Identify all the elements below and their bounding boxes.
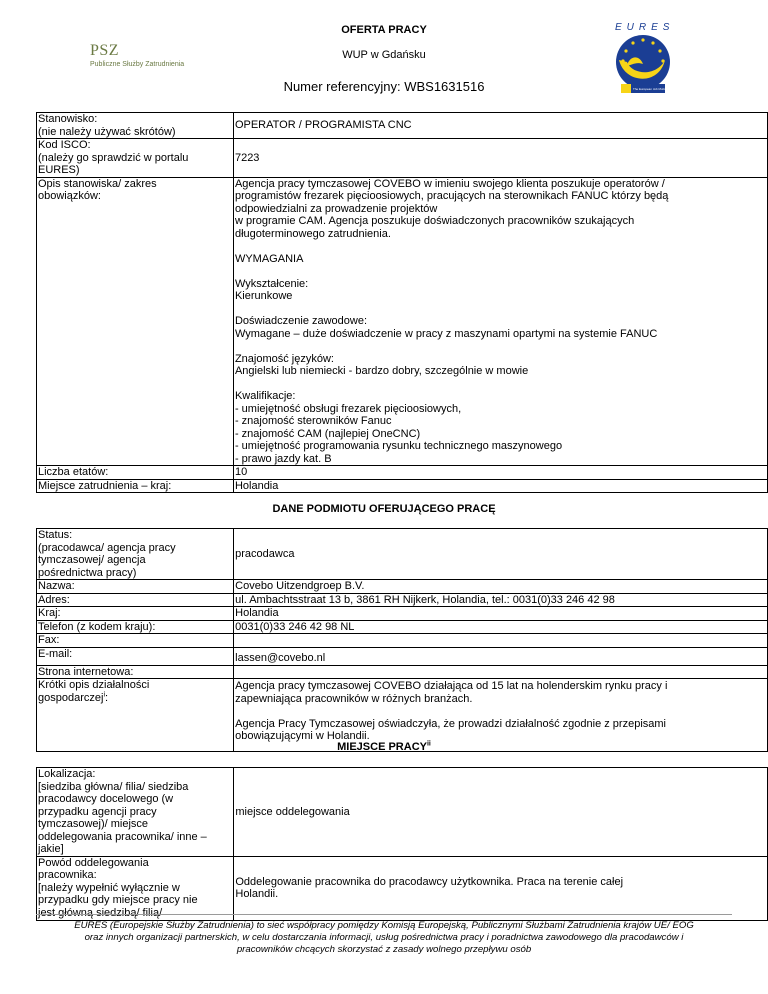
- status-label-cell: [37, 529, 234, 580]
- position-note: (nie należy używać skrótów): [38, 125, 176, 138]
- footer-line: pracowników chcących skorzystać z zasady wolnego przepływu osób: [236, 944, 532, 955]
- location-label-line: [siedziba główna/ filia/ siedziba: [38, 780, 189, 793]
- employer-country-label: Kraj:: [37, 607, 234, 621]
- email-row: [37, 647, 768, 665]
- activity-label-1: Krótki opis działalności: [38, 679, 150, 691]
- education-label: Wykształcenie:: [234, 277, 309, 290]
- duties-description: [233, 177, 767, 466]
- activity-line: Agencja pracy tymczasowej COVEBO działająca od 15 lat na holenderskim rynku pracy i: [235, 680, 668, 692]
- address-row: [37, 593, 768, 607]
- duties-label-cell: [37, 177, 234, 466]
- employer-table: [36, 528, 768, 752]
- experience-label: Doświadczenie zawodowe:: [234, 315, 368, 327]
- position-label: Stanowisko:: [38, 113, 98, 125]
- qualification-item: - umiejętność obsługi frezarek pięcioosiowych,: [234, 402, 462, 415]
- work-country-value: Holandia: [233, 479, 767, 493]
- workplace-table: [36, 767, 768, 921]
- duties-line: odpowiedzialni za prowadzenie projektów: [234, 202, 438, 215]
- reason-label-line: pracownika:: [38, 869, 97, 881]
- phone-label: Telefon (z kodem kraju):: [37, 620, 234, 634]
- address-value: ul. Ambachtsstraat 13 b, 3861 RH Nijkerk, Holandia, tel.: 0031(0)33 246 42 98: [234, 593, 768, 607]
- footer-line: EURES (Europejskie Służby Zatrudnienia) to sieć współpracy pomiędzy Komisją Europejską, Publicznymi Służbami Zatrudnienia krajów UE/ EOG: [74, 920, 694, 931]
- position-row: [37, 113, 768, 139]
- location-label-line: tymczasowej)/ miejsce: [38, 818, 149, 830]
- fax-value: [234, 634, 768, 648]
- reason-label-line: jest główną siedzibą/ filią/: [38, 906, 163, 919]
- website-row: [37, 665, 768, 679]
- activity-line: zapewniająca pracowników w różnych branżach.: [235, 692, 473, 705]
- duties-line: długoterminowego zatrudnienia.: [234, 227, 391, 240]
- activity-label-2: [38, 692, 232, 705]
- qualification-item: - umiejętność programowania rysunku technicznego maszynowego: [234, 440, 563, 452]
- employer-section-title: DANE PODMIOTU OFERUJĄCEGO PRACĘ: [272, 503, 496, 515]
- requirements-heading: WYMAGANIA: [234, 252, 304, 265]
- footer-line: oraz innych organizacji partnerskich, w celu dostarczania informacji, usług pośrednictwa pracy i poradnictwa zawodowego dla pracodawców i: [84, 932, 684, 943]
- footer-divider: [36, 914, 732, 915]
- footer-note: [48, 920, 720, 956]
- document-title: OFERTA PRACY: [341, 24, 427, 36]
- reason-value: [234, 856, 768, 920]
- activity-label-text: gospodarczej: [38, 691, 104, 704]
- qualifications-label: Kwalifikacje:: [234, 390, 296, 402]
- website-label: Strona internetowa:: [37, 665, 234, 679]
- status-label-line: Status:: [38, 529, 73, 541]
- qualification-item: - znajomość sterowników Fanuc: [234, 415, 392, 427]
- declaration-line: Agencja Pracy Tymczasowej oświadczyła, że prowadzi działalność zgodnie z przepisami: [235, 717, 666, 730]
- languages-value: Angielski lub niemiecki - bardzo dobry, szczególnie w mowie: [234, 365, 529, 377]
- status-value: pracodawca: [234, 529, 768, 580]
- fax-label: Fax:: [37, 634, 234, 648]
- address-label: Adres:: [37, 593, 234, 607]
- svg-text:EURES: EURES: [615, 22, 675, 33]
- location-label-line: oddelegowania pracownika/ inne – jakie]: [38, 830, 207, 855]
- psz-logo-text: PSZ: [90, 42, 120, 59]
- location-label-line: przypadku agencji pracy: [38, 805, 157, 818]
- duties-label-1: Opis stanowiska/ zakres: [38, 177, 157, 190]
- duties-line: w programie CAM. Agencja poszukuje doświadczonych pracowników szukających: [234, 215, 635, 227]
- status-label-line: pośrednictwa pracy): [38, 566, 137, 579]
- location-label-line: Lokalizacja:: [38, 768, 96, 780]
- reason-label-line: Powód oddelegowania: [38, 856, 149, 869]
- isco-label: Kod ISCO:: [38, 139, 91, 151]
- reason-label-line: [należy wypełnić wyłącznie w: [38, 881, 180, 894]
- footnote-marker-ii: ii: [426, 740, 431, 748]
- positions-count-value: 10: [233, 466, 767, 480]
- name-value: Covebo Uitzendgroep B.V.: [234, 580, 768, 594]
- website-value: [234, 665, 768, 679]
- reason-label-line: przypadku gdy miejsce pracy nie: [38, 894, 198, 906]
- status-label-line: (pracodawca/ agencja pracy: [38, 541, 176, 554]
- office-name: WUP w Gdańsku: [342, 49, 426, 61]
- duties-row: [37, 177, 768, 466]
- position-label-cell: [37, 113, 234, 139]
- location-label-line: pracodawcy docelowego (w: [38, 793, 174, 805]
- reason-label-cell: [37, 856, 234, 920]
- name-row: [37, 580, 768, 594]
- status-label-line: tymczasowej/ agencja: [38, 554, 146, 566]
- email-label: E-mail:: [37, 647, 234, 665]
- work-country-row: [37, 479, 768, 493]
- eures-tagline: The European Job Mobility Portal: [633, 87, 678, 91]
- duties-line: programistów frezarek pięcioosiowych, pracujących na sterownikach FANUC którzy będą: [234, 190, 669, 202]
- isco-row: [37, 139, 768, 178]
- phone-value: 0031(0)33 246 42 98 NL: [234, 620, 768, 634]
- phone-row: [37, 620, 768, 634]
- workplace-section-text: MIEJSCE PRACY: [337, 741, 427, 753]
- psz-logo: [90, 42, 190, 72]
- footnote-marker-i: i: [103, 690, 105, 698]
- activity-label-colon: :: [105, 691, 109, 704]
- isco-note-2: EURES): [38, 164, 80, 176]
- location-value: miejsce oddelegowania: [234, 768, 768, 857]
- psz-logo-subtitle: Publiczne Służby Zatrudnienia: [90, 61, 185, 68]
- duties-label-2: obowiązków:: [38, 190, 101, 202]
- education-value: Kierunkowe: [234, 290, 293, 302]
- position-value: OPERATOR / PROGRAMISTA CNC: [233, 113, 767, 139]
- email-value: lassen@covebo.nl: [234, 647, 768, 665]
- isco-label-cell: [37, 139, 234, 178]
- reason-row: [37, 856, 768, 920]
- employer-country-row: [37, 607, 768, 621]
- positions-count-label: Liczba etatów:: [37, 466, 234, 480]
- name-label: Nazwa:: [37, 580, 234, 594]
- employer-country-value: Holandia: [234, 607, 768, 621]
- reference-number: Numer referencyjny: WBS1631516: [283, 79, 485, 94]
- reason-line: Oddelegowanie pracownika do pracodawcy użytkownika. Praca na terenie całej: [235, 875, 624, 888]
- isco-value: 7223: [233, 139, 767, 178]
- location-label-cell: [37, 768, 234, 857]
- reason-line: Holandii.: [235, 888, 279, 900]
- job-offer-table: [36, 112, 768, 493]
- qualification-item: - prawo jazdy kat. B: [234, 452, 332, 465]
- positions-count-row: [37, 466, 768, 480]
- work-country-label: Miejsce zatrudnienia – kraj:: [37, 479, 234, 493]
- experience-value: Wymagane – duże doświadczenie w pracy z maszynami opartymi na systemie FANUC: [234, 327, 658, 340]
- duties-line: Agencja pracy tymczasowej COVEBO w imieniu swojego klienta poszukuje operatorów /: [234, 177, 665, 190]
- isco-note-1: (należy go sprawdzić w portalu: [38, 151, 189, 164]
- fax-row: [37, 634, 768, 648]
- qualification-item: - znajomość CAM (najlepiej OneCNC): [234, 427, 421, 440]
- declaration-line: obowiązującymi w Holandii.: [235, 730, 370, 742]
- languages-label: Znajomość języków:: [234, 352, 334, 365]
- status-row: [37, 529, 768, 580]
- workplace-section-title: [0, 741, 768, 753]
- eures-logo: [607, 20, 679, 95]
- location-row: [37, 768, 768, 857]
